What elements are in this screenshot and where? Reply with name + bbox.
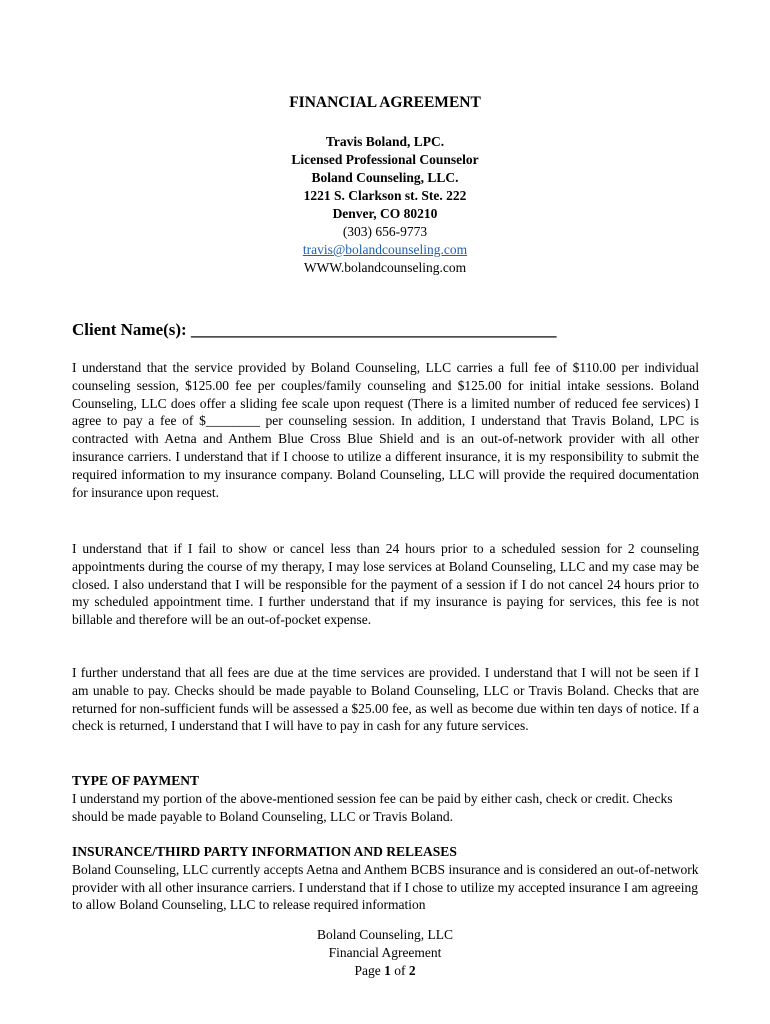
type-of-payment-section [72, 772, 699, 825]
footer-company: Boland Counseling, LLC [316, 927, 454, 942]
page-current: 1 [384, 963, 391, 978]
document-title: FINANCIAL AGREEMENT [289, 94, 481, 111]
payment-due-paragraph: I further understand that all fees are due at the time services are provided. I understand that I will not be seen if I am unable to pay. Checks should be made payable to Boland Counseling, LLC or Travis Boland. Checks that are returned for non-sufficient funds will be assessed a $25.00 fee, as well as become due within ten days of notice. If a check is returned, I understand that I will have to pay in cash for any future services. [72, 665, 699, 734]
insurance-text: Boland Counseling, LLC currently accepts Aetna and Anthem BCBS insurance and is considered an out-of-network provider with all other insurance carriers. I understand that if I chose to utilize my accepted insurance I am agreeing to allow Boland Counseling, LLC to release required information [72, 861, 699, 913]
page-total: 2 [408, 963, 416, 978]
client-name-field: Client Name(s): ___________________________________________ [72, 320, 557, 339]
provider-role: Licensed Professional Counselor [291, 152, 479, 167]
provider-phone: (303) 656-9773 [342, 224, 428, 239]
provider-header [0, 133, 770, 277]
footer-doc-title: Financial Agreement [328, 945, 442, 960]
page-of: of [390, 963, 409, 978]
page-footer [0, 926, 770, 980]
page-number [0, 962, 770, 980]
type-of-payment-text: I understand my portion of the above-mentioned session fee can be paid by either cash, check or credit. Checks should be made payable to Boland Counseling, LLC or Travis Boland. [72, 790, 673, 824]
type-of-payment-heading: TYPE OF PAYMENT [72, 773, 200, 788]
provider-name: Travis Boland, LPC. [325, 134, 445, 149]
fee-paragraph: I understand that the service provided by Boland Counseling, LLC carries a full fee of $110.00 per individual counseling session, $125.00 fee per couples/family counseling and $125.00 for initial intake sessions. Boland Counseling, LLC does offer a sliding fee scale upon request (There is a limited number of reduced fee services) I agree to pay a fee of $________ per counseling session. In addition, I understand that Travis Boland, LPC is contracted with Aetna and Anthem Blue Cross Blue Shield and is an out-of-network provider with all other insurance carriers. I understand that if I choose to utilize a different insurance, it is my responsibility to submit the required information to my insurance company. Boland Counseling, LLC will provide the required documentation for insurance upon request. [72, 360, 699, 500]
provider-email-link[interactable]: travis@bolandcounseling.com [302, 242, 468, 257]
provider-address-line-1: 1221 S. Clarkson st. Ste. 222 [303, 188, 467, 203]
insurance-heading: INSURANCE/THIRD PARTY INFORMATION AND RELEASES [72, 844, 457, 859]
provider-address-line-2: Denver, CO 80210 [332, 206, 438, 221]
page-prefix: Page [354, 963, 385, 978]
provider-website: WWW.bolandcounseling.com [303, 260, 467, 275]
provider-company: Boland Counseling, LLC. [311, 170, 459, 185]
insurance-section [72, 843, 699, 914]
cancellation-paragraph: I understand that if I fail to show or cancel less than 24 hours prior to a scheduled session for 2 counseling appointments during the course of my therapy, I may lose services at Boland Counseling, LLC and my case may be closed. I also understand that I will be responsible for the payment of a session if I do not cancel 24 hours prior to my scheduled appointment time. I further understand that if my insurance is paying for services, this fee is not billable and therefore will be an out-of-pocket expense. [72, 541, 699, 628]
